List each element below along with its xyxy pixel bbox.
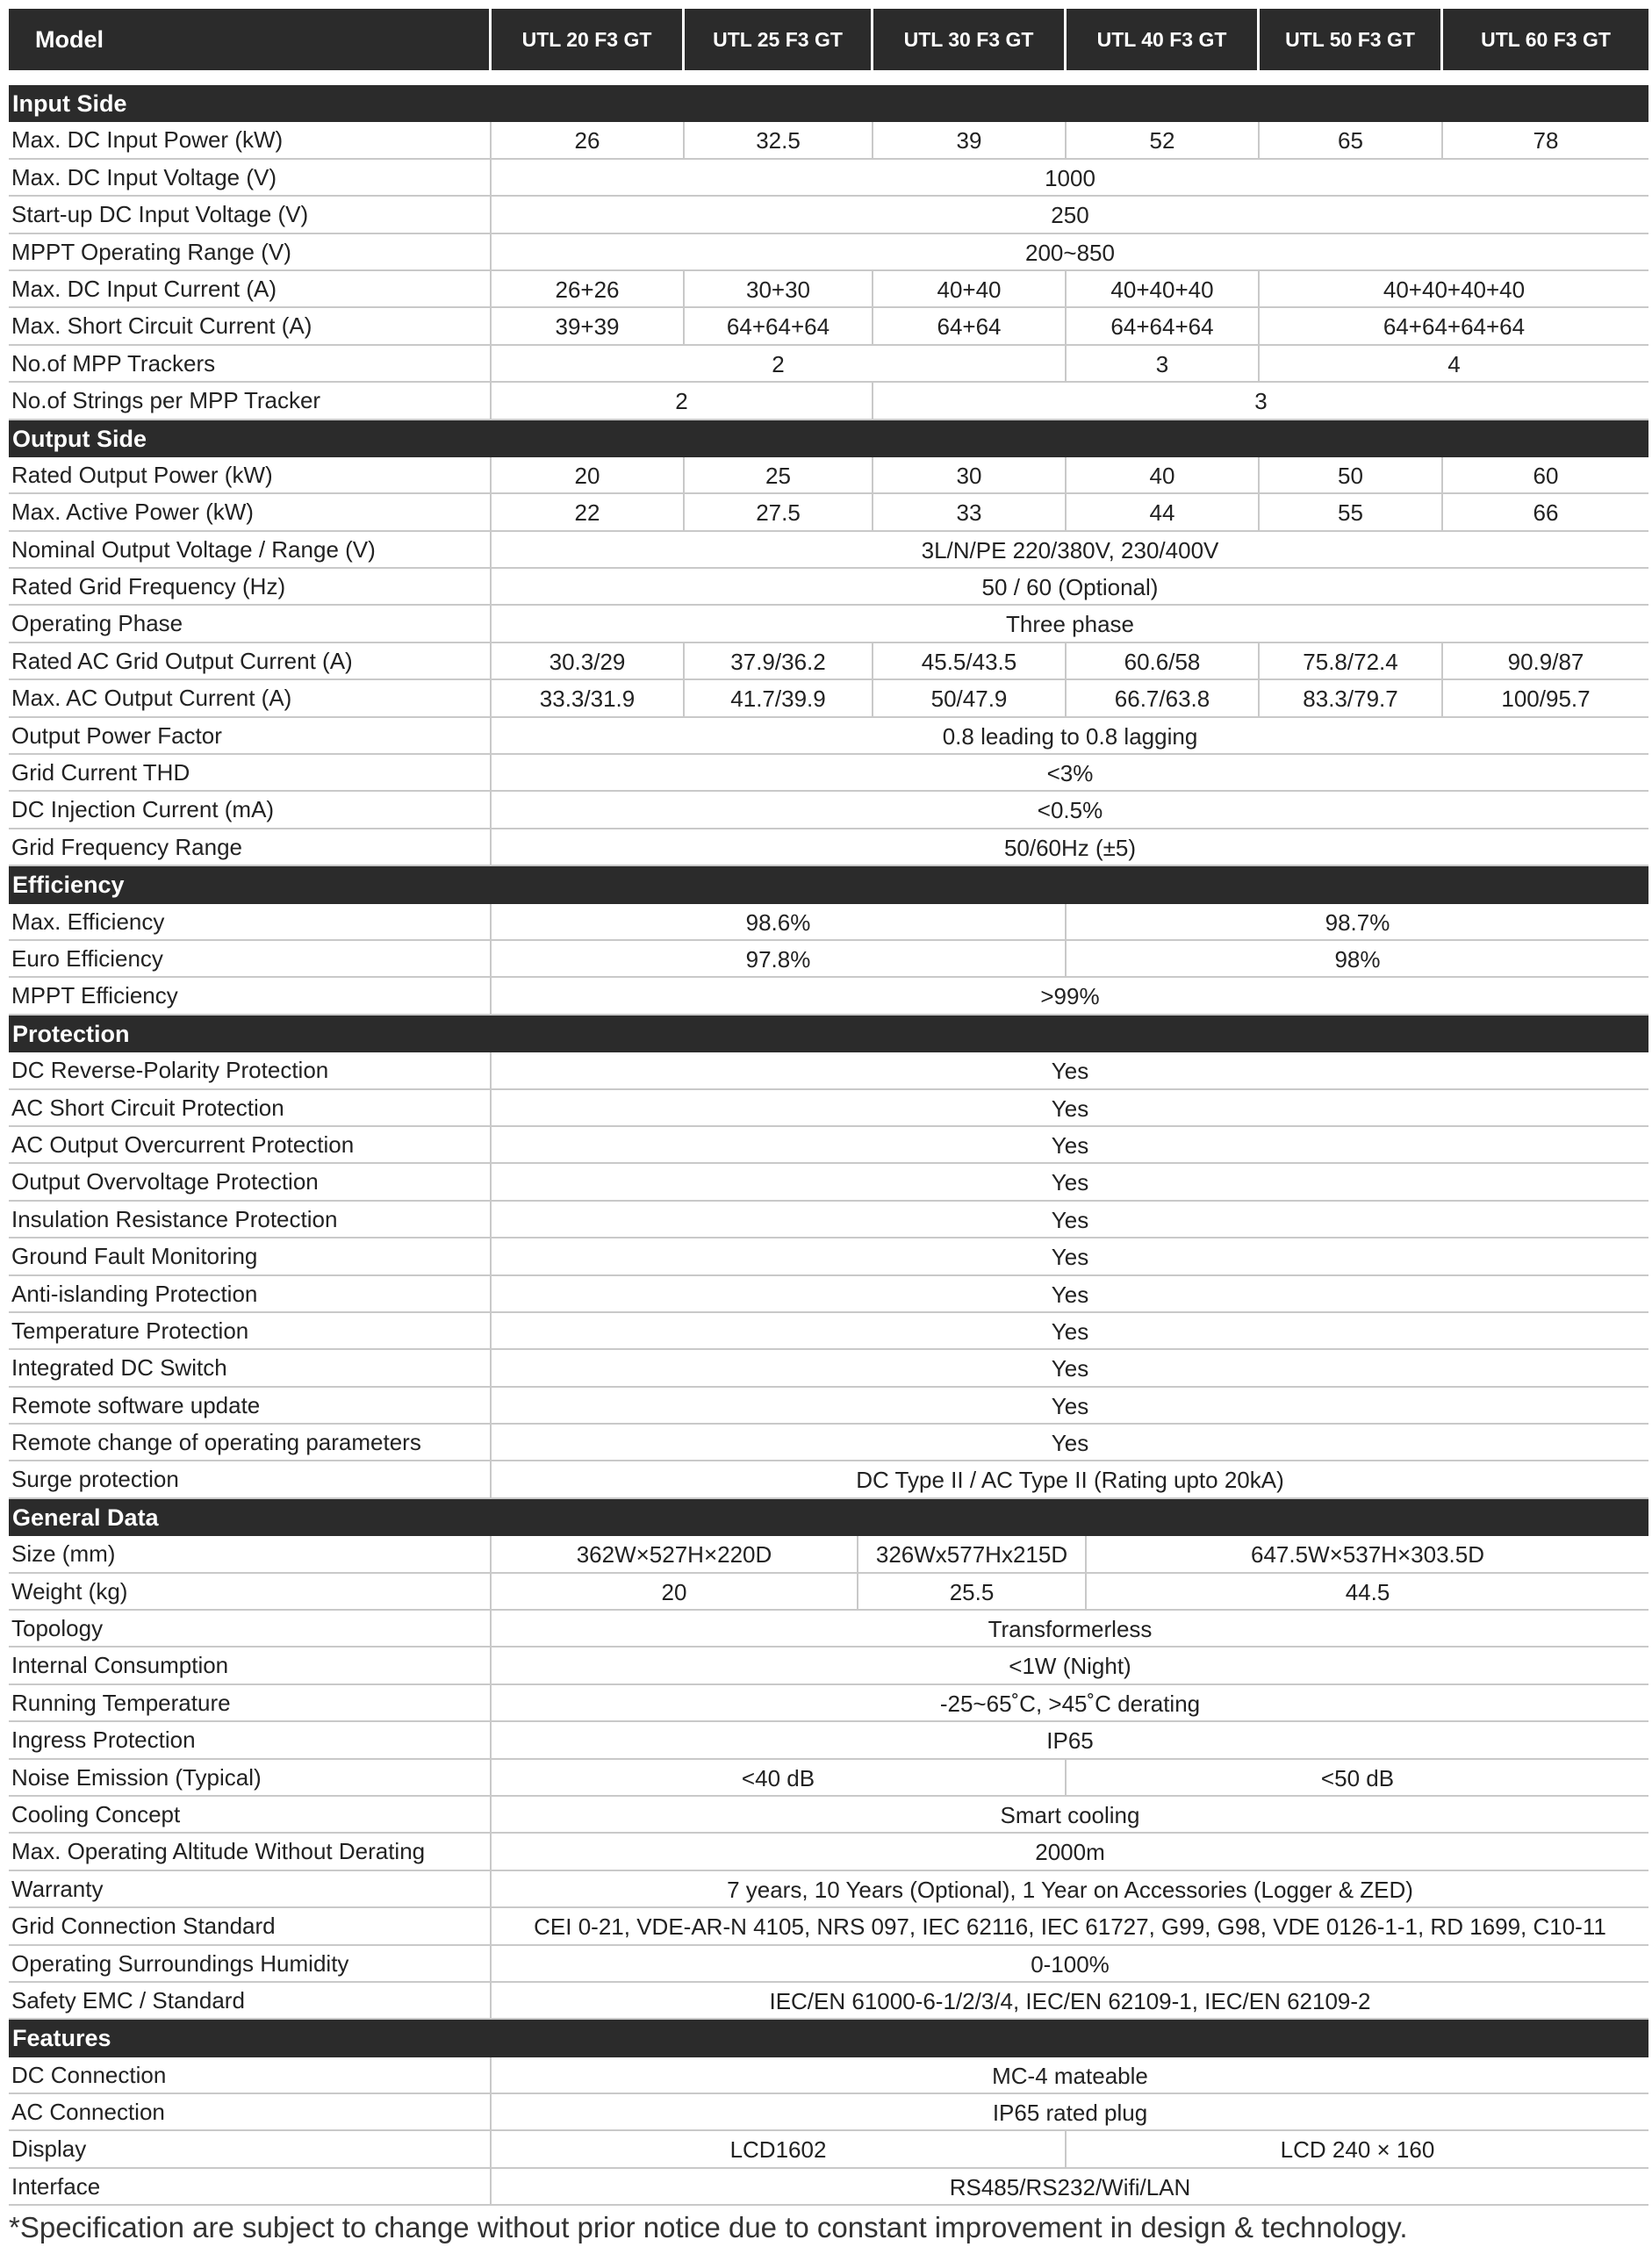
spec-value: LCD1602 (492, 2131, 1067, 2166)
spec-value: CEI 0-21, VDE-AR-N 4105, NRS 097, IEC 62116, IEC 61727, G99, G98, VDE 0126-1-1, RD 1699, C10-11 (534, 1913, 1606, 1941)
section-title: Protection (12, 1020, 130, 1047)
spec-value: 40+40 (873, 271, 1067, 306)
spec-row (9, 1536, 1648, 1573)
spec-value: Yes (1051, 1355, 1089, 1382)
spec-label: Output Power Factor (9, 718, 492, 753)
spec-value: Smart cooling (1000, 1801, 1140, 1828)
spec-label: Max. DC Input Voltage (V) (9, 160, 492, 195)
spec-row (9, 1164, 1648, 1201)
spec-row (9, 308, 1648, 345)
spec-label: DC Connection (9, 2057, 492, 2093)
spec-value: 64+64+64+64 (1383, 313, 1526, 341)
spec-row (9, 1461, 1648, 1498)
footnote: *Specification are subject to change without prior notice due to constant improvement in design & technology. (9, 2211, 1408, 2243)
spec-row (9, 1760, 1648, 1797)
spec-value: 26 (492, 122, 685, 157)
spec-value: >99% (1040, 983, 1100, 1010)
spec-value: Yes (1051, 1392, 1089, 1419)
spec-row (9, 1313, 1648, 1350)
spec-value: 250 (1051, 202, 1089, 229)
spec-value: RS485/RS232/Wifi/LAN (949, 2173, 1191, 2200)
spec-row (9, 941, 1648, 978)
spec-label: MPPT Efficiency (9, 978, 492, 1013)
spec-label: Max. DC Input Current (A) (9, 271, 492, 306)
spec-value: <40 dB (492, 1760, 1067, 1795)
spec-value: 66 (1533, 499, 1559, 527)
spec-label: Display (9, 2131, 492, 2166)
spec-value: 65 (1260, 122, 1443, 157)
spec-row (9, 2169, 1648, 2206)
spec-label: Max. Efficiency (9, 904, 492, 939)
spec-value: 41.7/39.9 (685, 680, 873, 715)
spec-row (9, 1052, 1648, 1089)
spec-label: Max. Operating Altitude Without Derating (9, 1834, 492, 1869)
spec-value: 55 (1260, 494, 1443, 529)
spec-value: 100/95.7 (1501, 686, 1591, 713)
spec-row (9, 2094, 1648, 2131)
spec-row (9, 1834, 1648, 1870)
spec-value: 2 (492, 383, 873, 418)
spec-row (9, 680, 1648, 717)
spec-value: Yes (1051, 1131, 1089, 1159)
spec-value: <0.5% (1037, 797, 1103, 824)
spec-label: Start-up DC Input Voltage (V) (9, 197, 492, 232)
spec-label: Interface (9, 2169, 492, 2204)
spec-value: 52 (1067, 122, 1260, 157)
spec-value: 50/47.9 (873, 680, 1067, 715)
spec-value: 50 (1260, 457, 1443, 492)
spec-value: 40 (1067, 457, 1260, 492)
spec-value: 78 (1533, 127, 1559, 154)
spec-row (9, 197, 1648, 233)
spec-value: 98% (1334, 945, 1381, 973)
spec-row (9, 1238, 1648, 1275)
spec-value: 44 (1067, 494, 1260, 529)
spec-value: 98.6% (492, 904, 1067, 939)
spec-label: Cooling Concept (9, 1797, 492, 1832)
spec-row (9, 160, 1648, 197)
spec-label: Ground Fault Monitoring (9, 1238, 492, 1274)
spec-label: AC Connection (9, 2094, 492, 2129)
spec-value: 3 (1067, 346, 1260, 381)
spec-row (9, 1611, 1648, 1648)
spec-value: Yes (1051, 1244, 1089, 1271)
spec-label: Size (mm) (9, 1536, 492, 1571)
spec-row (9, 1388, 1648, 1425)
section-title: Input Side (12, 90, 127, 117)
spec-value: 4 (1447, 350, 1461, 377)
spec-value: 44.5 (1345, 1578, 1390, 1605)
spec-value: 64+64 (873, 308, 1067, 343)
spec-value: IEC/EN 61000-6-1/2/3/4, IEC/EN 62109-1, IEC/EN 62109-2 (769, 1987, 1371, 2014)
spec-row (9, 904, 1648, 941)
model-column-header: UTL 60 F3 GT (1443, 9, 1648, 70)
spec-value: <3% (1046, 760, 1094, 787)
spec-label: Integrated DC Switch (9, 1350, 492, 1385)
spec-label: Rated Output Power (kW) (9, 457, 492, 492)
spec-row (9, 1797, 1648, 1834)
section-header (9, 1499, 1648, 1536)
spec-label: No.of MPP Trackers (9, 346, 492, 381)
spec-value: 3 (1254, 388, 1268, 415)
spec-value: 32.5 (685, 122, 873, 157)
spec-label: Noise Emission (Typical) (9, 1760, 492, 1795)
spec-value: 60 (1533, 462, 1559, 489)
spec-value: Yes (1051, 1095, 1089, 1122)
spec-label: Grid Frequency Range (9, 829, 492, 865)
spec-value: 22 (492, 494, 685, 529)
section-title: Efficiency (12, 872, 125, 899)
spec-row (9, 1127, 1648, 1164)
spec-value: 30+30 (685, 271, 873, 306)
spec-row (9, 606, 1648, 643)
spec-label: DC Reverse-Polarity Protection (9, 1052, 492, 1088)
model-column-header: UTL 20 F3 GT (492, 9, 685, 70)
spec-value: LCD 240 × 160 (1280, 2136, 1435, 2164)
spec-label: Nominal Output Voltage / Range (V) (9, 532, 492, 567)
spec-row (9, 755, 1648, 792)
spec-row (9, 1722, 1648, 1759)
spec-value: Transformerless (988, 1616, 1153, 1643)
spec-value: 30 (873, 457, 1067, 492)
spec-value: 3L/N/PE 220/380V, 230/400V (921, 536, 1219, 564)
spec-value: 25 (685, 457, 873, 492)
spec-value: 20 (492, 457, 685, 492)
spec-value: <50 dB (1320, 1764, 1395, 1791)
spec-row (9, 1983, 1648, 2020)
spec-row (9, 718, 1648, 755)
section-header (9, 2020, 1648, 2057)
spec-value: 30.3/29 (492, 643, 685, 678)
spec-label: No.of Strings per MPP Tracker (9, 383, 492, 418)
spec-value: 64+64+64 (1067, 308, 1260, 343)
spec-value: 37.9/36.2 (685, 643, 873, 678)
spec-label: Anti-islanding Protection (9, 1276, 492, 1311)
spec-row (9, 1276, 1648, 1313)
spec-value: Yes (1051, 1317, 1089, 1345)
section-header (9, 85, 1648, 122)
spec-label: Remote software update (9, 1388, 492, 1423)
spec-value: DC Type II / AC Type II (Rating upto 20kA) (856, 1467, 1284, 1494)
spec-value: Yes (1051, 1430, 1089, 1457)
spec-label: Safety EMC / Standard (9, 1983, 492, 2018)
spec-row (9, 271, 1648, 308)
spec-row (9, 829, 1648, 866)
section-title: Output Side (12, 425, 147, 452)
model-column-header: UTL 30 F3 GT (873, 9, 1067, 70)
spec-label: Operating Surroundings Humidity (9, 1946, 492, 1981)
spec-value: 50/60Hz (±5) (1003, 834, 1137, 861)
spec-value: 64+64+64 (685, 308, 873, 343)
spec-value: 25.5 (858, 1574, 1087, 1609)
spec-value: 98.7% (1325, 908, 1390, 936)
spec-value: 39+39 (492, 308, 685, 343)
spec-row (9, 457, 1648, 494)
spec-row (9, 1350, 1648, 1387)
spec-row (9, 978, 1648, 1015)
spec-value: <1W (Night) (1009, 1653, 1131, 1680)
section-title: Features (12, 2025, 111, 2052)
model-header-row (9, 9, 1648, 70)
spec-label: Temperature Protection (9, 1313, 492, 1348)
spec-row (9, 1685, 1648, 1722)
spec-value: 39 (873, 122, 1067, 157)
spec-row (9, 2131, 1648, 2168)
spec-value: Yes (1051, 1169, 1089, 1196)
spec-value: 20 (492, 1574, 858, 1609)
spec-row (9, 1574, 1648, 1611)
model-column-header: UTL 50 F3 GT (1260, 9, 1443, 70)
spec-value: 83.3/79.7 (1260, 680, 1443, 715)
spec-row (9, 1202, 1648, 1238)
spec-label: AC Short Circuit Protection (9, 1090, 492, 1125)
spec-value: 362W×527H×220D (492, 1536, 858, 1571)
spec-row (9, 1648, 1648, 1684)
spec-label: Max. Active Power (kW) (9, 494, 492, 529)
spec-value: -25~65˚C, >45˚C derating (939, 1690, 1201, 1717)
spec-row (9, 122, 1648, 159)
spec-value: 2000m (1035, 1839, 1105, 1866)
spec-value: 27.5 (685, 494, 873, 529)
spec-row (9, 532, 1648, 569)
spec-value: 647.5W×537H×303.5D (1251, 1541, 1484, 1569)
model-label: Model (9, 9, 492, 70)
spec-value: 326Wx577Hx215D (858, 1536, 1087, 1571)
spec-label: Output Overvoltage Protection (9, 1164, 492, 1199)
spec-value: 90.9/87 (1507, 648, 1584, 675)
spec-value: 1000 (1045, 164, 1095, 191)
spec-label: Insulation Resistance Protection (9, 1202, 492, 1237)
spec-row (9, 792, 1648, 829)
spec-value: Yes (1051, 1058, 1089, 1085)
spec-label: Topology (9, 1611, 492, 1646)
spec-value: 7 years, 10 Years (Optional), 1 Year on Accessories (Logger & ZED) (727, 1876, 1413, 1903)
spec-label: Grid Current THD (9, 755, 492, 790)
spec-table (9, 85, 1648, 2206)
spec-label: Rated Grid Frequency (Hz) (9, 569, 492, 604)
spec-label: Running Temperature (9, 1685, 492, 1720)
spec-label: DC Injection Current (mA) (9, 792, 492, 827)
spec-value: 75.8/72.4 (1260, 643, 1443, 678)
spec-label: Ingress Protection (9, 1722, 492, 1757)
spec-value: 26+26 (492, 271, 685, 306)
spec-label: Surge protection (9, 1461, 492, 1497)
spec-label: Weight (kg) (9, 1574, 492, 1609)
spec-label: Max. AC Output Current (A) (9, 680, 492, 715)
spec-row (9, 569, 1648, 606)
spec-value: 33.3/31.9 (492, 680, 685, 715)
spec-value: 50 / 60 (Optional) (981, 574, 1159, 601)
spec-row (9, 1908, 1648, 1945)
spec-label: Internal Consumption (9, 1648, 492, 1683)
spec-value: 66.7/63.8 (1067, 680, 1260, 715)
section-header (9, 1016, 1648, 1052)
spec-value: 40+40+40 (1067, 271, 1260, 306)
spec-row (9, 383, 1648, 420)
spec-label: Max. Short Circuit Current (A) (9, 308, 492, 343)
spec-value: 0-100% (1031, 1950, 1110, 1978)
section-header (9, 420, 1648, 457)
spec-value: IP65 rated plug (992, 2100, 1148, 2127)
spec-value: Yes (1051, 1206, 1089, 1233)
spec-label: Euro Efficiency (9, 941, 492, 976)
spec-label: Operating Phase (9, 606, 492, 641)
spec-label: MPPT Operating Range (V) (9, 234, 492, 269)
spec-value: 97.8% (492, 941, 1067, 976)
model-column-header: UTL 25 F3 GT (685, 9, 873, 70)
spec-row (9, 1090, 1648, 1127)
spec-row (9, 1946, 1648, 1983)
spec-value: 45.5/43.5 (873, 643, 1067, 678)
spec-value: 0.8 leading to 0.8 lagging (942, 722, 1198, 750)
spec-label: Warranty (9, 1871, 492, 1906)
spec-value: Three phase (1006, 611, 1134, 638)
spec-row (9, 494, 1648, 531)
spec-row (9, 346, 1648, 383)
spec-row (9, 2057, 1648, 2094)
spec-row (9, 1425, 1648, 1461)
spec-row (9, 234, 1648, 271)
spec-value: Yes (1051, 1281, 1089, 1308)
spec-row (9, 643, 1648, 680)
spec-value: 40+40+40+40 (1383, 276, 1526, 303)
spec-value: IP65 (1046, 1727, 1094, 1755)
spec-value: 2 (492, 346, 1067, 381)
spec-label: Remote change of operating parameters (9, 1425, 492, 1460)
spec-value: 60.6/58 (1067, 643, 1260, 678)
spec-value: MC-4 mateable (992, 2062, 1148, 2089)
model-column-header: UTL 40 F3 GT (1067, 9, 1260, 70)
spec-label: AC Output Overcurrent Protection (9, 1127, 492, 1162)
spec-label: Grid Connection Standard (9, 1908, 492, 1943)
section-title: General Data (12, 1504, 159, 1531)
spec-value: 200~850 (1025, 239, 1115, 266)
section-header (9, 866, 1648, 903)
spec-label: Max. DC Input Power (kW) (9, 122, 492, 157)
spec-value: 33 (873, 494, 1067, 529)
spec-label: Rated AC Grid Output Current (A) (9, 643, 492, 678)
spec-row (9, 1871, 1648, 1908)
